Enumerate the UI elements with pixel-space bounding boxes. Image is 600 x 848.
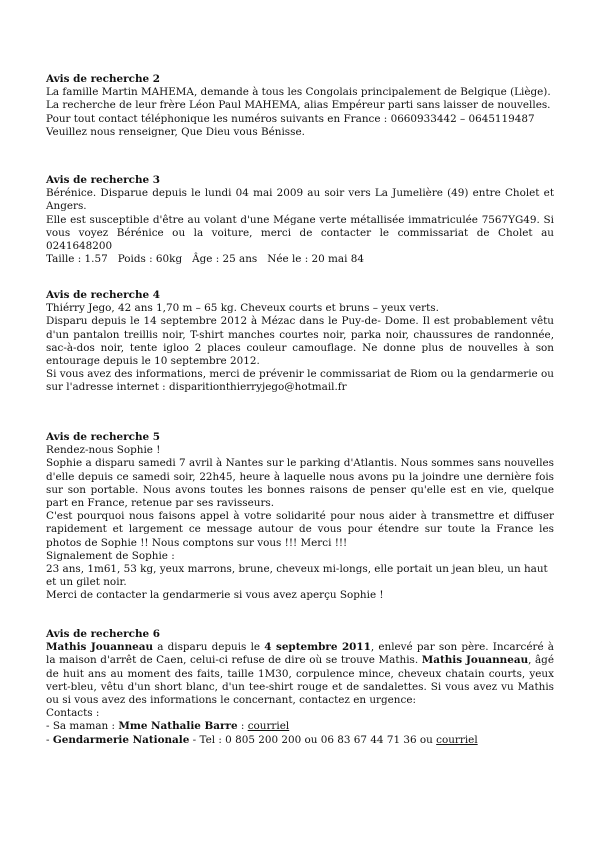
notice-2-line-3: Pour tout contact téléphonique les numéros suivants en France : 0660933442 – 0645119487 <box>46 112 535 125</box>
notice-5-title: Avis de recherche 5 <box>46 431 160 443</box>
contact-1-sep: : <box>237 720 248 733</box>
notice-5-description: 23 ans, 1m61, 53 kg, yeux marrons, brune, cheveux mi-longs, elle portait un jean bleu, un haut et un gilet noir. <box>46 563 548 589</box>
notice-2-title: Avis de recherche 2 <box>46 73 160 85</box>
notice-6 <box>46 628 554 747</box>
notice-6-contacts-label: Contacts : <box>46 707 100 720</box>
notice-3 <box>46 174 554 266</box>
notice-3-paragraph-1: Bérénice. Disparue depuis le lundi 04 mai 2009 au soir vers La Jumelière (49) entre Cholet et Angers. <box>46 187 554 213</box>
notice-3-height: Taille : 1.57 <box>46 253 108 266</box>
contact-2-email-link[interactable]: courriel <box>436 733 478 746</box>
notice-3-age: Âge : 25 ans <box>192 253 258 266</box>
notice-6-text-3: , âgé de huit ans au moment des faits, taille 1M30, corpulence mince, cheveux chatain courts, yeux vert-bleu, vêtu d'un short blanc, d'un tee-shirt rouge et de sandalettes. Si vous avez vu Mathis ou si vous avez des informations le concernant, contactez en urgence: <box>46 654 554 707</box>
notice-2-line-1: La famille Martin MAHEMA, demande à tous les Congolais principalement de Belgique (Liège). <box>46 86 551 99</box>
notice-3-birthdate: Née le : 20 mai 84 <box>267 253 364 266</box>
notice-5-paragraph-2: C'est pourquoi nous faisons appel à votre solidarité pour nous aider à transmettre et diffuser rapidement et largement ce message autour de vous pour étendre sur toute la France les photos de Sophie !! Nous comptons sur vous !!! Merci !!! <box>46 510 554 549</box>
notice-2-line-4: Veuillez nous renseigner, Que Dieu vous Bénisse. <box>46 125 305 138</box>
notice-6-contact-2 <box>46 734 554 747</box>
notice-5-paragraph-1: Sophie a disparu samedi 7 avril à Nantes sur le parking d'Atlantis. Nous sommes sans nouvelles d'elle depuis ce samedi soir, 22h45, heure à laquelle nous avons pu la joindre une dernière fois sur son portable. Nous avons toutes les bonnes raisons de penser qu'elle est en vie, quelque part en France, retenue par ses ravisseurs. <box>46 457 554 510</box>
notice-6-title: Avis de recherche 6 <box>46 628 160 640</box>
notice-6-text-1: a disparu depuis le <box>153 641 265 654</box>
contact-1-prefix: - Sa maman : <box>46 720 119 733</box>
contact-2-name: Gendarmerie Nationale <box>52 733 190 746</box>
notice-2 <box>46 73 554 139</box>
notice-3-stats <box>46 253 554 266</box>
notice-6-paragraph <box>46 641 554 707</box>
notice-6-text-2: , enlevé par son père. Incarcéré à la maison d'arrêt de Caen, celui-ci refuse de dire où se trouve Mathis. <box>46 641 554 667</box>
contact-1-name: Mme Nathalie Barre <box>118 720 238 733</box>
notice-5-description-label: Signalement de Sophie : <box>46 549 175 562</box>
notice-4-description: Thiérry Jego, 42 ans 1,70 m – 65 kg. Cheveux courts et bruns – yeux verts. <box>46 302 439 315</box>
notice-3-weight: Poids : 60kg <box>117 253 183 266</box>
contact-1-email-link[interactable]: courriel <box>247 720 290 733</box>
notice-5 <box>46 431 554 603</box>
notice-4 <box>46 289 554 395</box>
notice-6-contact-1 <box>46 720 554 733</box>
notice-6-date: 4 septembre 2011 <box>264 641 371 654</box>
notice-5-headline: Rendez-nous Sophie ! <box>46 444 161 457</box>
notice-4-paragraph-1: Disparu depuis le 14 septembre 2012 à Mézac dans le Puy-de- Dome. Il est probablement vêtu d'un pantalon treillis noir, T-shirt manches courtes noir, parka noir, chaussures de randonnée, sac-à-dos noir, tente igloo 2 places couleur camouflage. Ne donne plus de nouvelles à son entourage depuis le 10 septembre 2012. <box>46 315 554 368</box>
notice-2-line-2: La recherche de leur frère Léon Paul MAHEMA, alias Empéreur parti sans laisser de nouvelles. <box>46 99 551 112</box>
notice-4-title: Avis de recherche 4 <box>46 289 160 301</box>
notice-6-name-repeat: Mathis Jouanneau <box>421 654 529 667</box>
notice-3-paragraph-2: Elle est susceptible d'être au volant d'une Mégane verte métallisée immatriculée 7567YG49. Si vous voyez Bérénice ou la voiture, merci de contacter le commissariat de Cholet au 0241648200 <box>46 213 554 253</box>
notice-5-contact-line: Merci de contacter la gendarmerie si vous avez aperçu Sophie ! <box>46 589 384 602</box>
notice-3-title: Avis de recherche 3 <box>46 174 160 186</box>
contact-2-prefix: - <box>46 733 53 746</box>
notice-4-paragraph-2: Si vous avez des informations, merci de prévenir le commissariat de Riom ou la gendarmerie ou sur l'adresse internet : disparitionthierryjego@hotmail.fr <box>46 368 554 394</box>
contact-2-text: - Tel : 0 805 200 200 ou 06 83 67 44 71 36 ou <box>189 733 437 746</box>
notice-6-name: Mathis Jouanneau <box>46 641 154 654</box>
